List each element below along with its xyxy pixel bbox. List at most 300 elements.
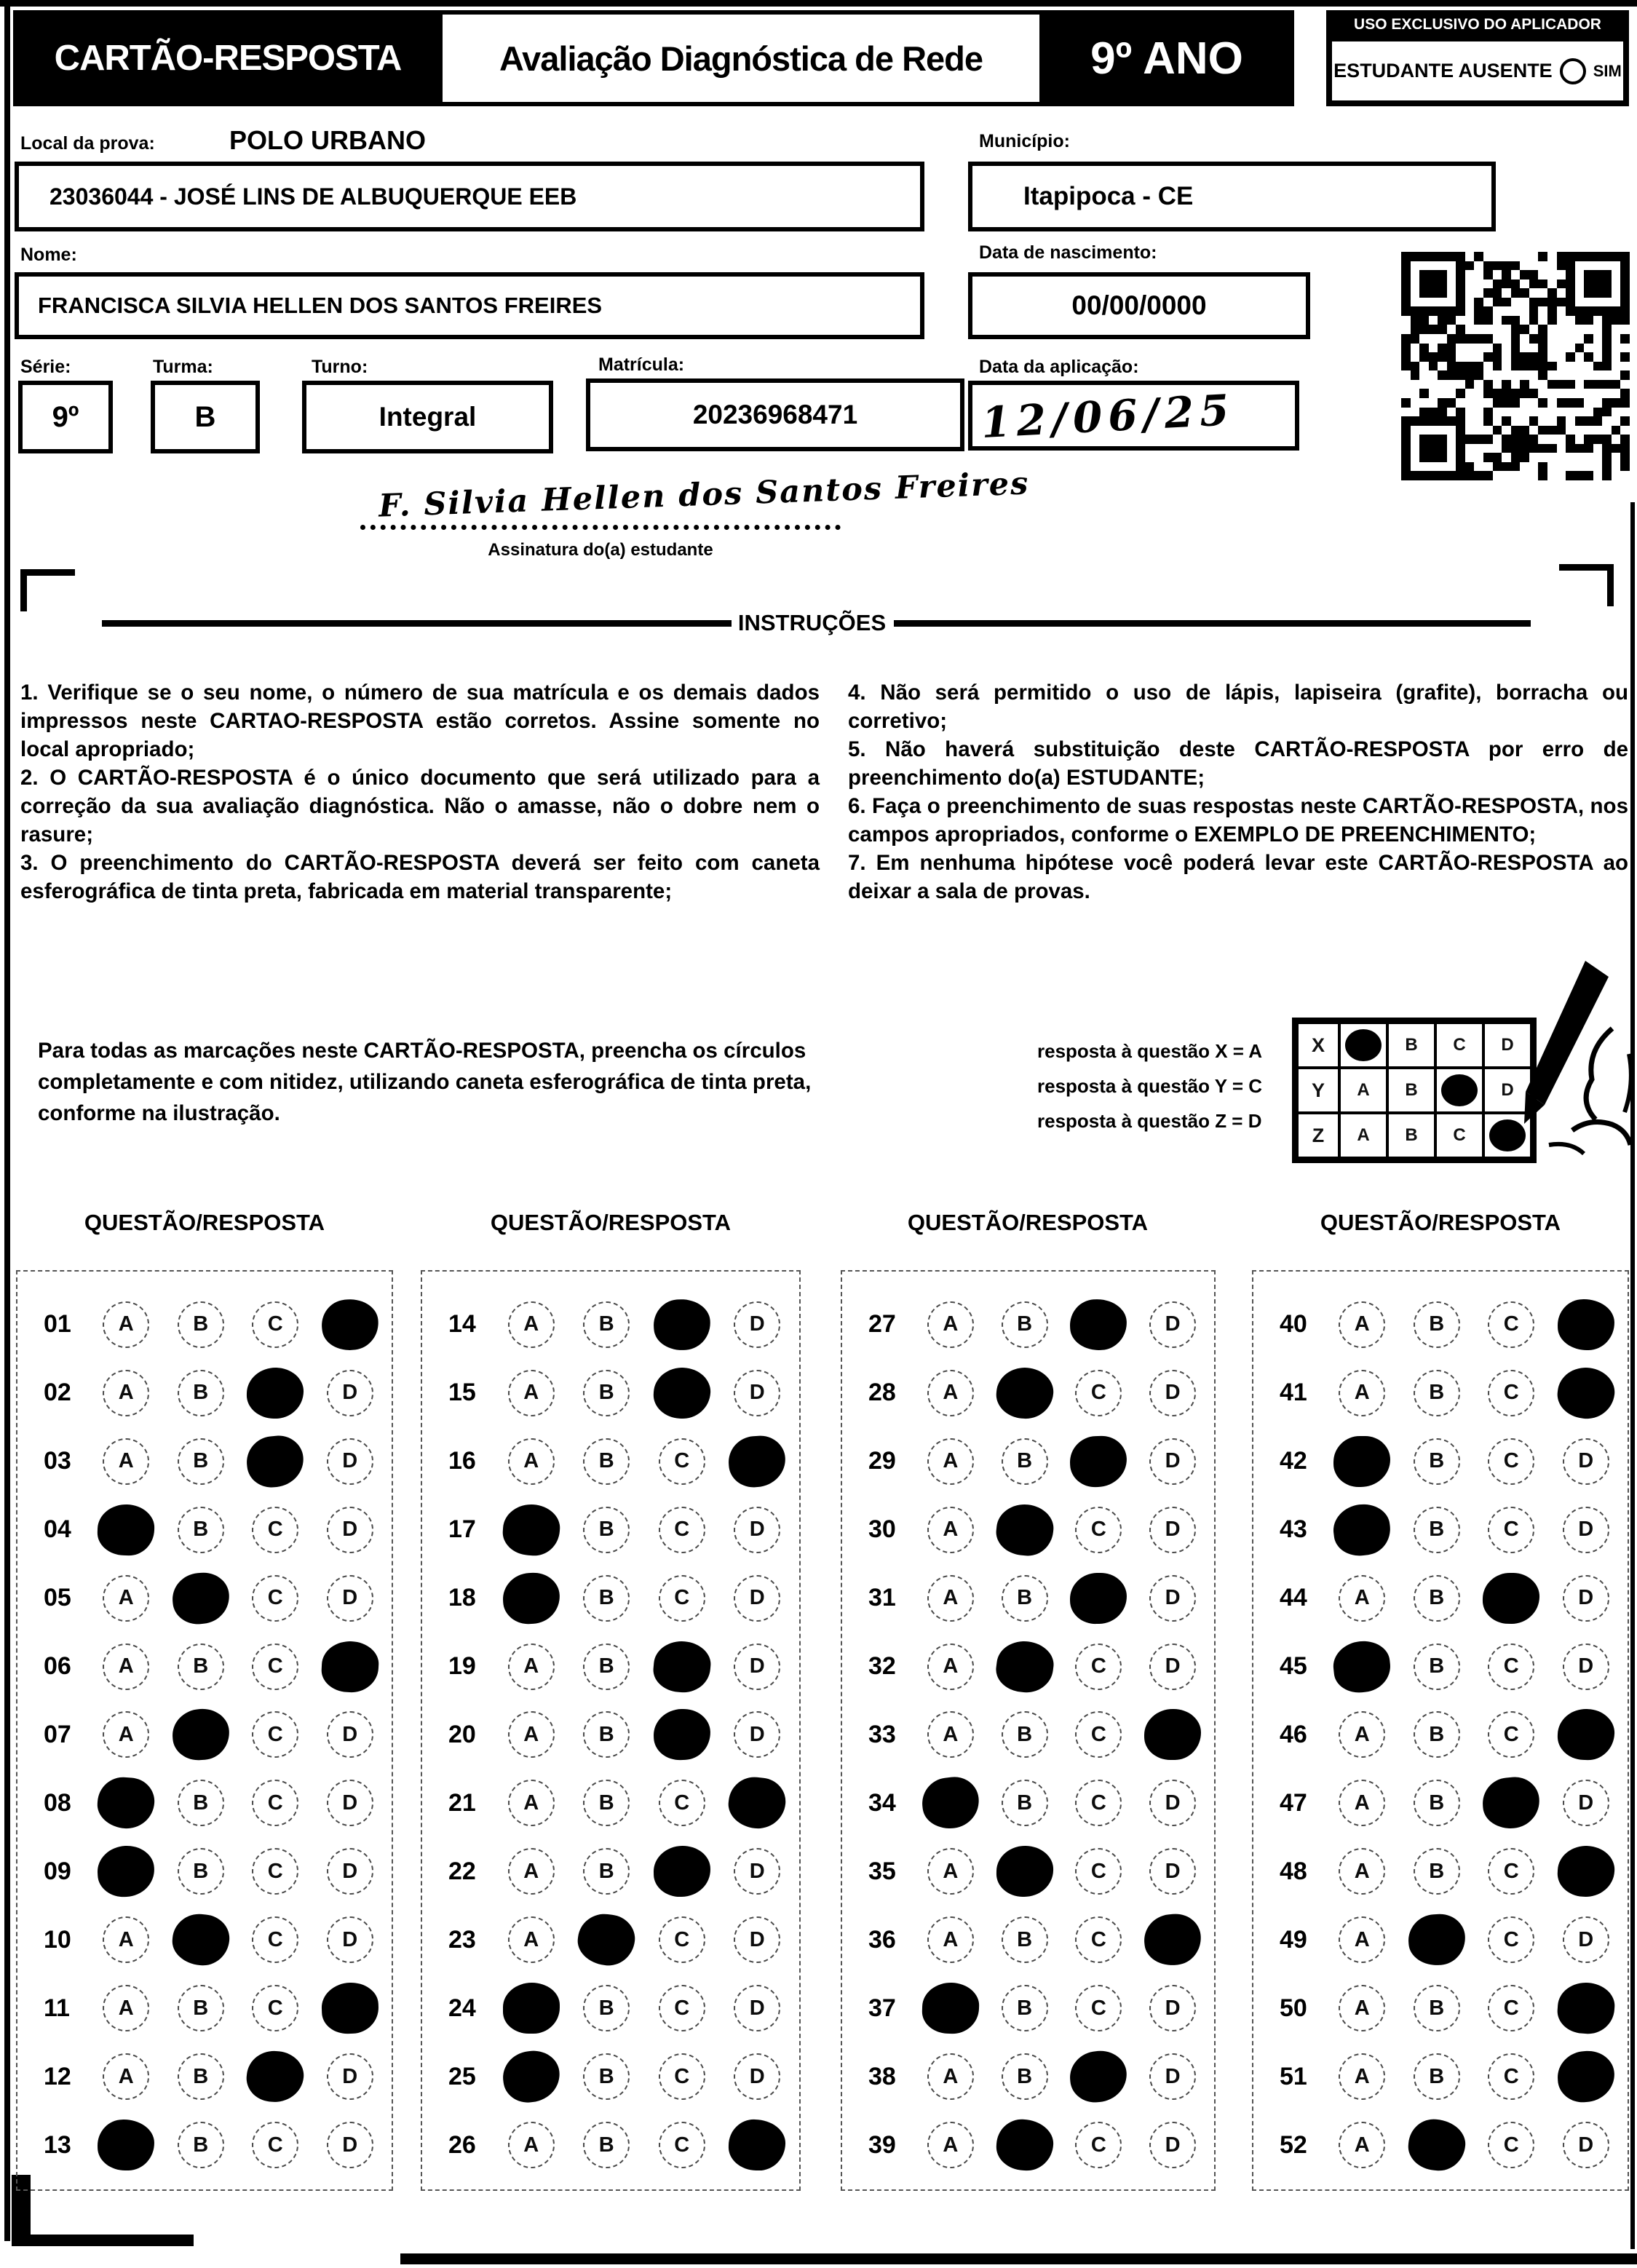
answer-bubble-27-D[interactable]: D	[1149, 1301, 1196, 1348]
answer-bubble-47-B[interactable]: B	[1414, 1780, 1460, 1826]
answer-bubble-14-D[interactable]: D	[734, 1301, 780, 1348]
answer-bubble-04-C[interactable]: C	[252, 1507, 298, 1553]
answer-bubble-20-B[interactable]: B	[583, 1711, 630, 1758]
answer-bubble-06-B[interactable]: B	[178, 1643, 224, 1690]
option-cell-51-C	[1474, 2053, 1549, 2100]
marked-bubble-12[interactable]	[245, 2048, 306, 2105]
answer-bubble-05-C[interactable]: C	[252, 1575, 298, 1622]
answer-bubble-47-A[interactable]: A	[1339, 1780, 1385, 1826]
answer-bubble-02-B[interactable]: B	[178, 1370, 224, 1416]
answer-bubble-23-A[interactable]: A	[508, 1916, 555, 1963]
question-row-22	[427, 1837, 795, 1906]
answer-bubble-52-A[interactable]: A	[1339, 2122, 1385, 2168]
answer-bubble-35-D[interactable]: D	[1149, 1848, 1196, 1895]
answer-bubble-14-A[interactable]: A	[508, 1301, 555, 1348]
signature-caption: Assinatura do(a) estudante	[488, 540, 713, 560]
question-row-32	[847, 1633, 1210, 1701]
answer-bubble-06-C[interactable]: C	[252, 1643, 298, 1690]
answer-bubble-40-A[interactable]: A	[1339, 1301, 1385, 1348]
answer-bubble-41-A[interactable]: A	[1339, 1370, 1385, 1416]
instructions-rule-right	[894, 620, 1531, 627]
marked-bubble-05[interactable]	[170, 1570, 231, 1626]
signature-line[interactable]	[360, 489, 841, 530]
example-option-X-D: D	[1483, 1023, 1531, 1068]
marked-bubble-18[interactable]	[502, 1571, 561, 1625]
marked-bubble-33[interactable]	[1144, 1709, 1201, 1760]
answer-bubble-27-A[interactable]: A	[927, 1301, 974, 1348]
answer-bubble-25-D[interactable]: D	[734, 2053, 780, 2100]
column-header-4: QUESTÃO/RESPOSTA	[1320, 1210, 1561, 1235]
question-row-51	[1258, 2042, 1623, 2111]
option-cell-27-C	[1062, 1299, 1136, 1350]
option-cell-14-B	[569, 1301, 645, 1348]
answer-bubble-43-B[interactable]: B	[1414, 1507, 1460, 1553]
question-row-29	[847, 1427, 1210, 1496]
option-cell-15-D	[720, 1370, 796, 1416]
answer-bubble-09-C[interactable]: C	[252, 1848, 298, 1895]
answer-bubble-46-B[interactable]: B	[1414, 1711, 1460, 1758]
answer-bubble-41-C[interactable]: C	[1488, 1370, 1534, 1416]
answer-bubble-26-C[interactable]: C	[659, 2122, 705, 2168]
answer-bubble-35-A[interactable]: A	[927, 1848, 974, 1895]
section-bracket-left	[20, 569, 75, 611]
qr-code	[1401, 252, 1630, 480]
answer-bubble-26-B[interactable]: B	[583, 2122, 630, 2168]
answer-bubble-50-B[interactable]: B	[1414, 1985, 1460, 2031]
answer-bubble-01-B[interactable]: B	[178, 1301, 224, 1348]
marked-bubble-17[interactable]	[501, 1502, 561, 1557]
option-cell-36-C	[1062, 1916, 1136, 1963]
answer-bubble-20-A[interactable]: A	[508, 1711, 555, 1758]
answer-bubble-23-D[interactable]: D	[734, 1916, 780, 1963]
marked-bubble-13[interactable]	[98, 2119, 155, 2170]
option-cell-25-C	[644, 2053, 720, 2100]
answer-bubble-42-D[interactable]: D	[1563, 1438, 1609, 1485]
option-cell-23-B	[569, 1914, 645, 1965]
option-cell-23-D	[720, 1916, 796, 1963]
answer-bubble-46-C[interactable]: C	[1488, 1711, 1534, 1758]
scan-edge-bottom	[400, 2253, 1637, 2264]
answer-bubble-50-A[interactable]: A	[1339, 1985, 1385, 2031]
question-row-36	[847, 1906, 1210, 1974]
marked-bubble-31[interactable]	[1070, 1572, 1127, 1624]
answer-bubble-15-B[interactable]: B	[583, 1370, 630, 1416]
marked-bubble-04[interactable]	[97, 1503, 155, 1556]
answer-bubble-18-C[interactable]: C	[659, 1575, 705, 1622]
question-number-41: 41	[1280, 1379, 1307, 1407]
marked-bubble-40[interactable]	[1557, 1298, 1614, 1350]
answer-bubble-51-B[interactable]: B	[1414, 2053, 1460, 2100]
question-number-25: 25	[448, 2062, 476, 2090]
question-row-35	[847, 1837, 1210, 1906]
answer-bubble-07-D[interactable]: D	[327, 1711, 373, 1758]
answer-bubble-42-B[interactable]: B	[1414, 1438, 1460, 1485]
marked-bubble-02[interactable]	[247, 1367, 304, 1419]
answer-bubble-22-D[interactable]: D	[734, 1848, 780, 1895]
answer-bubble-11-C[interactable]: C	[252, 1985, 298, 2031]
answer-bubble-42-C[interactable]: C	[1488, 1438, 1534, 1485]
answer-bubble-02-D[interactable]: D	[327, 1370, 373, 1416]
answer-bubble-44-D[interactable]: D	[1563, 1575, 1609, 1622]
local-label: Local da prova:	[20, 133, 155, 154]
option-cell-32-D	[1135, 1643, 1210, 1690]
marked-bubble-16[interactable]	[727, 1434, 788, 1488]
answer-bubble-09-D[interactable]: D	[327, 1848, 373, 1895]
question-number-52: 52	[1280, 2130, 1307, 2159]
question-number-23: 23	[448, 1925, 476, 1954]
answer-bubble-31-A[interactable]: A	[927, 1575, 974, 1622]
option-cell-48-C	[1474, 1848, 1549, 1895]
answer-bubble-34-D[interactable]: D	[1149, 1780, 1196, 1826]
marked-bubble-24[interactable]	[503, 1983, 560, 2034]
answer-bubble-38-B[interactable]: B	[1002, 2053, 1048, 2100]
marked-bubble-25[interactable]	[500, 2048, 563, 2106]
answer-bubble-48-C[interactable]: C	[1488, 1848, 1534, 1895]
card-title	[13, 10, 443, 106]
answer-bubble-30-D[interactable]: D	[1149, 1507, 1196, 1553]
answer-bubble-34-C[interactable]: C	[1075, 1780, 1122, 1826]
answer-bubble-18-D[interactable]: D	[734, 1575, 780, 1622]
option-cell-42-B	[1400, 1438, 1475, 1485]
marked-bubble-44[interactable]	[1483, 1572, 1540, 1624]
marked-bubble-34[interactable]	[919, 1775, 982, 1832]
option-cell-31-D	[1135, 1575, 1210, 1622]
answer-bubble-38-D[interactable]: D	[1149, 2053, 1196, 2100]
answer-box-3	[841, 1270, 1216, 2191]
option-cell-28-A	[913, 1370, 988, 1416]
answer-bubble-37-D[interactable]: D	[1149, 1985, 1196, 2031]
answer-bubble-15-D[interactable]: D	[734, 1370, 780, 1416]
answer-bubble-33-C[interactable]: C	[1075, 1711, 1122, 1758]
option-cell-46-A	[1325, 1711, 1400, 1758]
answer-bubble-07-C[interactable]: C	[252, 1711, 298, 1758]
answer-bubble-08-D[interactable]: D	[327, 1780, 373, 1826]
answer-bubble-22-B[interactable]: B	[583, 1848, 630, 1895]
answer-bubble-33-A[interactable]: A	[927, 1711, 974, 1758]
answer-bubble-47-D[interactable]: D	[1563, 1780, 1609, 1826]
answer-bubble-49-D[interactable]: D	[1563, 1916, 1609, 1963]
marked-bubble-26[interactable]	[729, 2119, 786, 2170]
option-cell-31-A	[913, 1575, 988, 1622]
answer-bubble-02-A[interactable]: A	[103, 1370, 149, 1416]
option-cell-12-A	[89, 2053, 164, 2100]
example-option-X-C: C	[1435, 1023, 1483, 1068]
option-cell-33-A	[913, 1711, 988, 1758]
question-row-26	[427, 2111, 795, 2179]
answer-bubble-44-B[interactable]: B	[1414, 1575, 1460, 1622]
option-cell-21-D	[720, 1777, 796, 1828]
marked-bubble-50[interactable]	[1555, 1981, 1616, 2036]
marked-bubble-01[interactable]	[319, 1296, 381, 1353]
question-row-21	[427, 1769, 795, 1837]
marked-bubble-32[interactable]	[994, 1638, 1056, 1695]
question-number-50: 50	[1280, 1994, 1307, 2022]
option-cell-52-A	[1325, 2122, 1400, 2168]
answer-bubble-19-B[interactable]: B	[583, 1643, 630, 1690]
answer-bubble-34-B[interactable]: B	[1002, 1780, 1048, 1826]
answer-bubble-03-A[interactable]: A	[103, 1438, 149, 1485]
answer-bubble-49-A[interactable]: A	[1339, 1916, 1385, 1963]
answer-bubble-16-C[interactable]: C	[659, 1438, 705, 1485]
marked-bubble-30[interactable]	[994, 1502, 1055, 1558]
answer-bubble-43-D[interactable]: D	[1563, 1507, 1609, 1553]
option-cell-29-D	[1135, 1438, 1210, 1485]
answer-bubble-24-B[interactable]: B	[583, 1985, 630, 2031]
answer-bubble-01-C[interactable]: C	[252, 1301, 298, 1348]
answer-bubble-13-C[interactable]: C	[252, 2122, 298, 2168]
marked-bubble-06[interactable]	[320, 1640, 380, 1694]
option-cell-38-B	[988, 2053, 1062, 2100]
answer-bubble-51-A[interactable]: A	[1339, 2053, 1385, 2100]
option-cell-20-B	[569, 1711, 645, 1758]
answer-bubble-36-C[interactable]: C	[1075, 1916, 1122, 1963]
option-cell-49-A	[1325, 1916, 1400, 1963]
answer-bubble-17-C[interactable]: C	[659, 1507, 705, 1553]
answer-bubble-07-A[interactable]: A	[103, 1711, 149, 1758]
marked-bubble-51[interactable]	[1556, 2050, 1616, 2104]
answer-bubble-21-A[interactable]: A	[508, 1780, 555, 1826]
answer-bubble-11-A[interactable]: A	[103, 1985, 149, 2031]
answer-bubble-03-B[interactable]: B	[178, 1438, 224, 1485]
option-cell-15-B	[569, 1370, 645, 1416]
marked-bubble-29[interactable]	[1069, 1435, 1127, 1488]
answer-bubble-46-A[interactable]: A	[1339, 1711, 1385, 1758]
answer-bubble-20-D[interactable]: D	[734, 1711, 780, 1758]
marked-bubble-09[interactable]	[96, 1844, 156, 1898]
option-cell-43-D	[1549, 1507, 1624, 1553]
marked-bubble-07[interactable]	[170, 1708, 231, 1762]
answer-bubble-48-B[interactable]: B	[1414, 1848, 1460, 1895]
marked-bubble-52[interactable]	[1406, 2117, 1467, 2173]
answer-bubble-32-D[interactable]: D	[1149, 1643, 1196, 1690]
answer-bubble-50-C[interactable]: C	[1488, 1985, 1534, 2031]
answer-bubble-32-C[interactable]: C	[1075, 1643, 1122, 1690]
marked-bubble-08[interactable]	[96, 1776, 156, 1831]
marked-bubble-03[interactable]	[245, 1433, 306, 1490]
answer-bubble-27-B[interactable]: B	[1002, 1301, 1048, 1348]
answer-bubble-01-A[interactable]: A	[103, 1301, 149, 1348]
answer-bubble-51-C[interactable]: C	[1488, 2053, 1534, 2100]
answer-bubble-16-B[interactable]: B	[583, 1438, 630, 1485]
answer-bubble-40-B[interactable]: B	[1414, 1301, 1460, 1348]
question-row-42	[1258, 1427, 1623, 1496]
answer-bubble-10-D[interactable]: D	[327, 1916, 373, 1963]
marked-bubble-48[interactable]	[1556, 1844, 1616, 1898]
question-number-48: 48	[1280, 1857, 1307, 1885]
answer-bubble-21-C[interactable]: C	[659, 1780, 705, 1826]
answer-bubble-28-C[interactable]: C	[1075, 1370, 1122, 1416]
answer-bubble-25-B[interactable]: B	[583, 2053, 630, 2100]
answer-bubble-32-A[interactable]: A	[927, 1643, 974, 1690]
example-captions	[1037, 1034, 1285, 1138]
answer-bubble-22-A[interactable]: A	[508, 1848, 555, 1895]
marked-bubble-37[interactable]	[921, 1982, 980, 2035]
answer-bubble-14-B[interactable]: B	[583, 1301, 630, 1348]
marked-bubble-41[interactable]	[1555, 1364, 1617, 1422]
answer-bubble-29-B[interactable]: B	[1002, 1438, 1048, 1485]
marked-bubble-47[interactable]	[1481, 1775, 1542, 1831]
option-cell-18-B	[569, 1575, 645, 1622]
answer-bubble-38-A[interactable]: A	[927, 2053, 974, 2100]
answer-bubble-37-C[interactable]: C	[1075, 1985, 1122, 2031]
answer-bubble-52-C[interactable]: C	[1488, 2122, 1534, 2168]
answer-bubble-12-B[interactable]: B	[178, 2053, 224, 2100]
answer-bubble-29-D[interactable]: D	[1149, 1438, 1196, 1485]
answer-bubble-26-A[interactable]: A	[508, 2122, 555, 2168]
option-cell-23-C	[644, 1916, 720, 1963]
option-cell-37-A	[913, 1983, 988, 2034]
marked-bubble-22[interactable]	[653, 1846, 710, 1898]
answer-bubble-12-A[interactable]: A	[103, 2053, 149, 2100]
answer-bubble-43-C[interactable]: C	[1488, 1507, 1534, 1553]
option-cell-11-D	[313, 1983, 388, 2034]
answer-bubble-05-A[interactable]: A	[103, 1575, 149, 1622]
answer-bubble-25-C[interactable]: C	[659, 2053, 705, 2100]
question-row-12	[22, 2042, 387, 2111]
answer-bubble-19-D[interactable]: D	[734, 1643, 780, 1690]
answer-bubble-13-B[interactable]: B	[178, 2122, 224, 2168]
answer-bubble-45-B[interactable]: B	[1414, 1643, 1460, 1690]
question-number-10: 10	[44, 1925, 71, 1954]
answer-bubble-48-A[interactable]: A	[1339, 1848, 1385, 1895]
marked-bubble-36[interactable]	[1142, 1911, 1204, 1968]
nome-box	[15, 272, 924, 339]
marked-bubble-49[interactable]	[1406, 1913, 1467, 1967]
answer-bubble-37-B[interactable]: B	[1002, 1985, 1048, 2031]
answer-bubble-09-B[interactable]: B	[178, 1848, 224, 1895]
answer-bubble-11-B[interactable]: B	[178, 1985, 224, 2031]
marked-bubble-35[interactable]	[996, 1846, 1053, 1898]
option-cell-14-D	[720, 1301, 796, 1348]
answer-bubble-19-A[interactable]: A	[508, 1643, 555, 1690]
marked-bubble-45[interactable]	[1331, 1638, 1393, 1695]
question-row-19	[427, 1633, 795, 1701]
answer-bubble-15-A[interactable]: A	[508, 1370, 555, 1416]
option-cell-48-A	[1325, 1848, 1400, 1895]
option-cell-08-B	[164, 1780, 239, 1826]
marked-bubble-43[interactable]	[1331, 1501, 1393, 1558]
marked-bubble-20[interactable]	[653, 1708, 711, 1761]
answer-bubble-41-B[interactable]: B	[1414, 1370, 1460, 1416]
marked-bubble-19[interactable]	[651, 1638, 713, 1694]
answer-bubble-08-C[interactable]: C	[252, 1780, 298, 1826]
option-cell-37-D	[1135, 1985, 1210, 2031]
answer-bubble-36-A[interactable]: A	[927, 1916, 974, 1963]
answer-bubble-04-B[interactable]: B	[178, 1507, 224, 1553]
answer-bubble-17-D[interactable]: D	[734, 1507, 780, 1553]
answer-bubble-52-D[interactable]: D	[1563, 2122, 1609, 2168]
marked-bubble-15[interactable]	[652, 1366, 712, 1420]
marked-bubble-28[interactable]	[994, 1365, 1055, 1422]
answer-bubble-03-D[interactable]: D	[327, 1438, 373, 1485]
option-cell-06-A	[89, 1643, 164, 1690]
answer-bubble-08-B[interactable]: B	[178, 1780, 224, 1826]
option-cell-03-B	[164, 1438, 239, 1485]
answer-bubble-10-A[interactable]: A	[103, 1916, 149, 1963]
option-cell-35-B	[988, 1846, 1062, 1897]
answer-bubble-33-B[interactable]: B	[1002, 1711, 1048, 1758]
answer-bubble-06-A[interactable]: A	[103, 1643, 149, 1690]
answer-bubble-10-C[interactable]: C	[252, 1916, 298, 1963]
marked-bubble-46[interactable]	[1557, 1708, 1615, 1761]
answer-bubble-45-D[interactable]: D	[1563, 1643, 1609, 1690]
answer-bubble-31-B[interactable]: B	[1002, 1575, 1048, 1622]
marked-bubble-21[interactable]	[726, 1775, 788, 1832]
question-number-06: 06	[44, 1652, 71, 1681]
question-row-13	[22, 2111, 387, 2179]
marked-bubble-23[interactable]	[575, 1911, 638, 1969]
turno-value: Integral	[378, 402, 477, 432]
option-cell-36-A	[913, 1916, 988, 1963]
question-number-44: 44	[1280, 1584, 1307, 1612]
option-cell-34-D	[1135, 1780, 1210, 1826]
marked-bubble-42[interactable]	[1333, 1436, 1390, 1487]
question-number-35: 35	[868, 1857, 896, 1885]
example-option-X-B: B	[1387, 1023, 1435, 1068]
instructions-title: INSTRUÇÕES	[737, 610, 887, 635]
answer-bubble-30-C[interactable]: C	[1075, 1507, 1122, 1553]
answer-bubble-40-C[interactable]: C	[1488, 1301, 1534, 1348]
option-cell-34-A	[913, 1777, 988, 1828]
marked-bubble-11[interactable]	[321, 1982, 379, 2035]
answer-bubble-16-A[interactable]: A	[508, 1438, 555, 1485]
answer-bubble-31-D[interactable]: D	[1149, 1575, 1196, 1622]
marked-bubble-10[interactable]	[170, 1912, 231, 1968]
answer-bubble-29-A[interactable]: A	[927, 1438, 974, 1485]
answer-bubble-04-D[interactable]: D	[327, 1507, 373, 1553]
option-cell-16-A	[494, 1438, 569, 1485]
absent-option-circle[interactable]	[1560, 58, 1586, 84]
option-cell-13-B	[164, 2122, 239, 2168]
option-cell-20-C	[644, 1709, 720, 1760]
answer-bubble-44-A[interactable]: A	[1339, 1575, 1385, 1622]
question-row-09	[22, 1837, 387, 1906]
marked-bubble-38[interactable]	[1068, 2049, 1129, 2105]
answer-bubble-49-C[interactable]: C	[1488, 1916, 1534, 1963]
example-marked-bubble-X	[1345, 1029, 1382, 1061]
answer-bubble-05-D[interactable]: D	[327, 1575, 373, 1622]
option-cell-21-C	[644, 1780, 720, 1826]
marked-bubble-14[interactable]	[651, 1297, 713, 1353]
answer-bubble-45-C[interactable]: C	[1488, 1643, 1534, 1690]
option-cell-02-D	[313, 1370, 388, 1416]
answer-bubble-24-D[interactable]: D	[734, 1985, 780, 2031]
answer-bubble-28-D[interactable]: D	[1149, 1370, 1196, 1416]
answer-bubble-17-B[interactable]: B	[583, 1507, 630, 1553]
answer-bubble-36-B[interactable]: B	[1002, 1916, 1048, 1963]
answer-bubble-18-B[interactable]: B	[583, 1575, 630, 1622]
answer-bubble-39-A[interactable]: A	[927, 2122, 974, 2168]
option-cell-52-B	[1400, 2120, 1475, 2170]
answer-bubble-39-D[interactable]: D	[1149, 2122, 1196, 2168]
answer-bubble-35-C[interactable]: C	[1075, 1848, 1122, 1895]
answer-bubble-21-B[interactable]: B	[583, 1780, 630, 1826]
answer-bubble-12-D[interactable]: D	[327, 2053, 373, 2100]
question-number-43: 43	[1280, 1515, 1307, 1544]
absent-option-label: SIM	[1593, 61, 1622, 80]
answer-bubble-24-C[interactable]: C	[659, 1985, 705, 2031]
marked-bubble-27[interactable]	[1069, 1298, 1129, 1352]
answer-bubble-13-D[interactable]: D	[327, 2122, 373, 2168]
answer-bubble-28-A[interactable]: A	[927, 1370, 974, 1416]
answer-bubble-23-C[interactable]: C	[659, 1916, 705, 1963]
option-cell-47-A	[1325, 1780, 1400, 1826]
option-cell-43-A	[1325, 1504, 1400, 1555]
answer-bubble-39-C[interactable]: C	[1075, 2122, 1122, 2168]
marked-bubble-39[interactable]	[995, 2118, 1055, 2172]
example-row-label-X: X	[1297, 1023, 1339, 1068]
answer-bubble-30-A[interactable]: A	[927, 1507, 974, 1553]
